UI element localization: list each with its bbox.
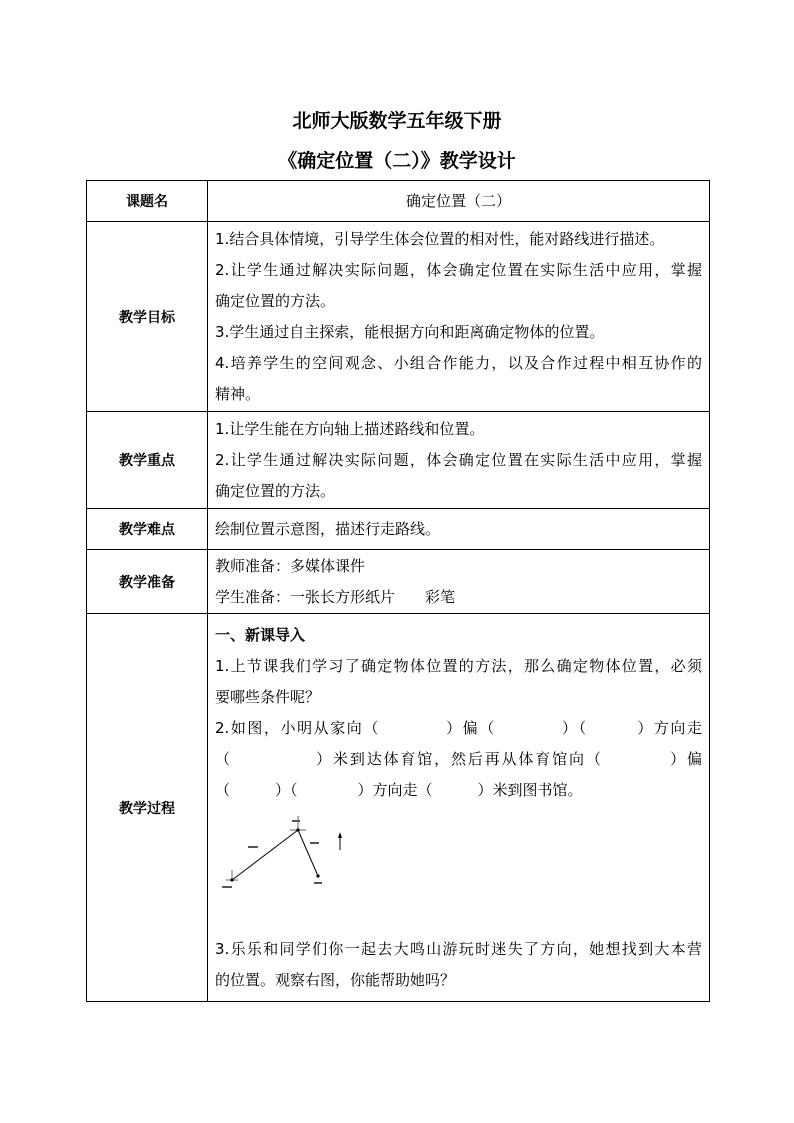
value-process <box>208 614 710 1002</box>
place-label-mark <box>222 886 232 888</box>
student-preparation-pens: 彩笔 <box>425 587 456 606</box>
student-preparation-paper: 学生准备：一张长方形纸片 <box>215 587 396 606</box>
home-marker <box>230 878 233 881</box>
row-topic <box>87 181 710 222</box>
objective-item: 精神。 <box>215 384 261 403</box>
value-objectives <box>208 222 710 412</box>
question-3-line: 的位置。观察右图，你能帮助她吗？ <box>215 970 456 989</box>
question-2-line: （ ）（ ）方向走（ ）米到图书馆。 <box>215 780 583 799</box>
row-difficulties <box>87 509 710 550</box>
question-2-line: （ ）米到达体育馆，然后再从体育馆向（ ）偏 <box>215 749 702 768</box>
objective-item: 4.培养学生的空间观念、小组合作能力，以及合作过程中相互协作的 <box>215 353 702 372</box>
student-preparation <box>215 582 702 613</box>
row-process <box>87 614 710 1002</box>
question-1-line: 1.上节课我们学习了确定物体位置的方法，那么确定物体位置，必须 <box>215 656 702 675</box>
document-subtitle: 《确定位置（二）》教学设计 <box>278 150 516 172</box>
library-marker <box>316 874 319 877</box>
route-diagram <box>218 810 378 910</box>
question-2-line: 2.如图，小明从家向（ ）偏（ ）（ ）方向走 <box>215 718 702 737</box>
route-segment-2 <box>298 830 318 876</box>
document-title: 北师大版数学五年级下册 <box>292 110 502 132</box>
label-objectives: 教学目标 <box>87 222 208 412</box>
label-difficulties: 教学难点 <box>87 509 208 550</box>
objective-item: 3.学生通过自主探索，能根据方向和距离确定物体的位置。 <box>215 322 605 341</box>
compass-arrowhead <box>338 832 342 838</box>
teacher-preparation: 教师准备：多媒体课件 <box>215 556 366 575</box>
distance-label-mark <box>248 846 258 848</box>
row-preparation <box>87 550 710 614</box>
label-preparation: 教学准备 <box>87 550 208 614</box>
stadium-marker <box>296 828 299 831</box>
question-3-line: 3.乐乐和同学们你一起去大鸣山游玩时迷失了方向，她想找到大本营 <box>215 939 702 958</box>
section-heading: 一、新课导入 <box>215 625 306 644</box>
objective-item: 2.让学生通过解决实际问题，体会确定位置在实际生活中应用，掌握 <box>215 260 702 279</box>
key-point-item: 1.让学生能在方向轴上描述路线和位置。 <box>215 419 485 438</box>
key-point-item: 2.让学生通过解决实际问题，体会确定位置在实际生活中应用，掌握 <box>215 450 702 469</box>
label-process: 教学过程 <box>87 614 208 1002</box>
row-objectives <box>87 222 710 412</box>
route-segment-1 <box>232 830 298 880</box>
value-topic: 确定位置（二） <box>208 181 710 222</box>
lesson-plan-table <box>86 180 710 1002</box>
label-key-points: 教学重点 <box>87 412 208 509</box>
place-label-mark <box>314 882 322 884</box>
value-key-points <box>208 412 710 509</box>
objective-item: 确定位置的方法。 <box>215 291 336 310</box>
distance-label-mark <box>310 842 319 844</box>
key-point-item: 确定位置的方法。 <box>215 481 336 500</box>
objective-item: 1.结合具体情境，引导学生体会位置的相对性，能对路线进行描述。 <box>215 229 665 248</box>
label-topic: 课题名 <box>87 181 208 222</box>
route-figure <box>215 806 702 934</box>
place-label-mark <box>292 820 300 822</box>
question-1-line: 要哪些条件呢？ <box>215 687 321 706</box>
value-preparation <box>208 550 710 614</box>
row-key-points <box>87 412 710 509</box>
value-difficulties: 绘制位置示意图，描述行走路线。 <box>208 509 710 550</box>
